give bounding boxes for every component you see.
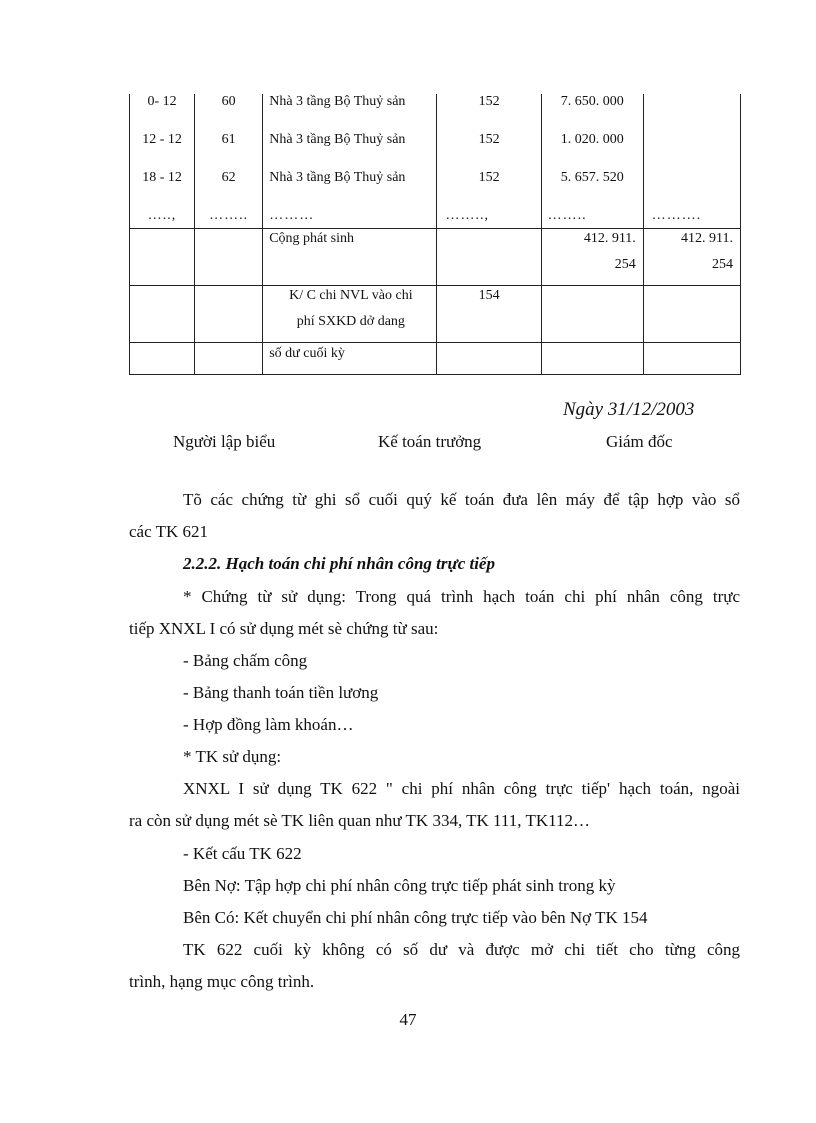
paragraph-line: * Chứng từ sử dụng: Trong quá trình hạch toán chi phí nhân công trực xyxy=(183,587,740,606)
table-row xyxy=(130,132,741,170)
paragraph-line: * TK sử dụng: xyxy=(183,747,282,766)
entry-account: 152 xyxy=(437,170,541,208)
total-debit-line1: 412. 911. xyxy=(583,231,636,246)
table-row xyxy=(130,170,741,208)
paragraph-line: Tõ các chứng từ ghi sổ cuối quý kế toán đưa lên máy để tập hợp vào sổ xyxy=(183,490,740,509)
paragraph-line: các TK 621 xyxy=(129,522,208,541)
total-credit-line1: 412. 911. xyxy=(681,231,733,246)
entry-account: 152 xyxy=(437,132,541,170)
transfer-row xyxy=(130,286,741,343)
paragraph-line: trình, hạng mục công trình. xyxy=(129,972,315,991)
entry-credit xyxy=(643,94,740,132)
entry-amount: 7. 650. 000 xyxy=(541,94,643,132)
entry-number: 62 xyxy=(195,170,263,208)
ledger-table xyxy=(129,94,741,375)
chief-accountant-label: Kế toán trưởng xyxy=(378,432,482,451)
ellipsis: …….., xyxy=(437,208,541,229)
list-item: - Bảng thanh toán tiền lương xyxy=(183,683,379,702)
entry-description: Nhà 3 tầng Bộ Thuỷ sản xyxy=(263,94,437,132)
entry-date: 18 - 12 xyxy=(130,170,195,208)
signature-date: Ngày 31/12/2003 xyxy=(563,399,695,420)
list-item: - Bảng chấm công xyxy=(183,651,308,670)
paragraph-line: XNXL I sử dụng TK 622 " chi phí nhân công trực tiếp' hạch toán, ngoài xyxy=(183,779,740,798)
entry-description: Nhà 3 tầng Bộ Thuỷ sản xyxy=(263,132,437,170)
total-debit-line2: 254 xyxy=(614,257,636,272)
section-heading: 2.2.2. Hạch toán chi phí nhân công trực tiếp xyxy=(183,554,495,573)
total-debit xyxy=(541,229,643,286)
total-credit-line2: 254 xyxy=(712,257,733,272)
ellipsis: …….. xyxy=(541,208,643,229)
entry-amount: 1. 020. 000 xyxy=(541,132,643,170)
entry-description: Nhà 3 tầng Bộ Thuỷ sản xyxy=(263,170,437,208)
paragraph-line: Bên Nợ: Tập hợp chi phí nhân công trực tiếp phát sinh trong kỳ xyxy=(183,876,616,895)
total-credit xyxy=(643,229,740,286)
transfer-label-line2: phí SXKD dở dang xyxy=(296,314,405,329)
entry-date: 12 - 12 xyxy=(130,132,195,170)
ellipsis: ……… xyxy=(263,208,437,229)
ellipsis: ………. xyxy=(643,208,740,229)
transfer-label-line1: K/ C chi NVL vào chi xyxy=(289,288,413,303)
transfer-account: 154 xyxy=(437,286,541,343)
paragraph-line: Bên Có: Kết chuyển chi phí nhân công trực tiếp vào bên Nợ TK 154 xyxy=(183,908,648,927)
total-row xyxy=(130,229,741,286)
page-number: 47 xyxy=(399,1010,417,1029)
table-row xyxy=(130,94,741,132)
transfer-label xyxy=(263,286,437,343)
entry-account: 152 xyxy=(437,94,541,132)
entry-date: 0- 12 xyxy=(130,94,195,132)
closing-row xyxy=(130,343,741,375)
director-label: Giám đốc xyxy=(606,432,673,451)
closing-label: số dư cuối kỳ xyxy=(263,343,437,375)
ellipsis: ….., xyxy=(130,208,195,229)
entry-credit xyxy=(643,170,740,208)
entry-number: 61 xyxy=(195,132,263,170)
total-label: Cộng phát sinh xyxy=(263,229,437,286)
paragraph-line: TK 622 cuối kỳ không có số dư và được mở chi tiết cho từng công xyxy=(183,940,740,959)
preparer-label: Người lập biểu xyxy=(173,432,276,451)
paragraph-line: tiếp XNXL I có sử dụng mét sè chứng từ sau: xyxy=(129,619,439,638)
ellipsis: …….. xyxy=(195,208,263,229)
list-item: - Hợp đồng làm khoán… xyxy=(183,715,354,734)
list-item: - Kết cấu TK 622 xyxy=(183,844,302,863)
entry-credit xyxy=(643,132,740,170)
paragraph-line: ra còn sử dụng mét sè TK liên quan như TK 334, TK 111, TK112… xyxy=(129,811,591,830)
table-row-ellipsis xyxy=(130,208,741,229)
entry-amount: 5. 657. 520 xyxy=(541,170,643,208)
entry-number: 60 xyxy=(195,94,263,132)
